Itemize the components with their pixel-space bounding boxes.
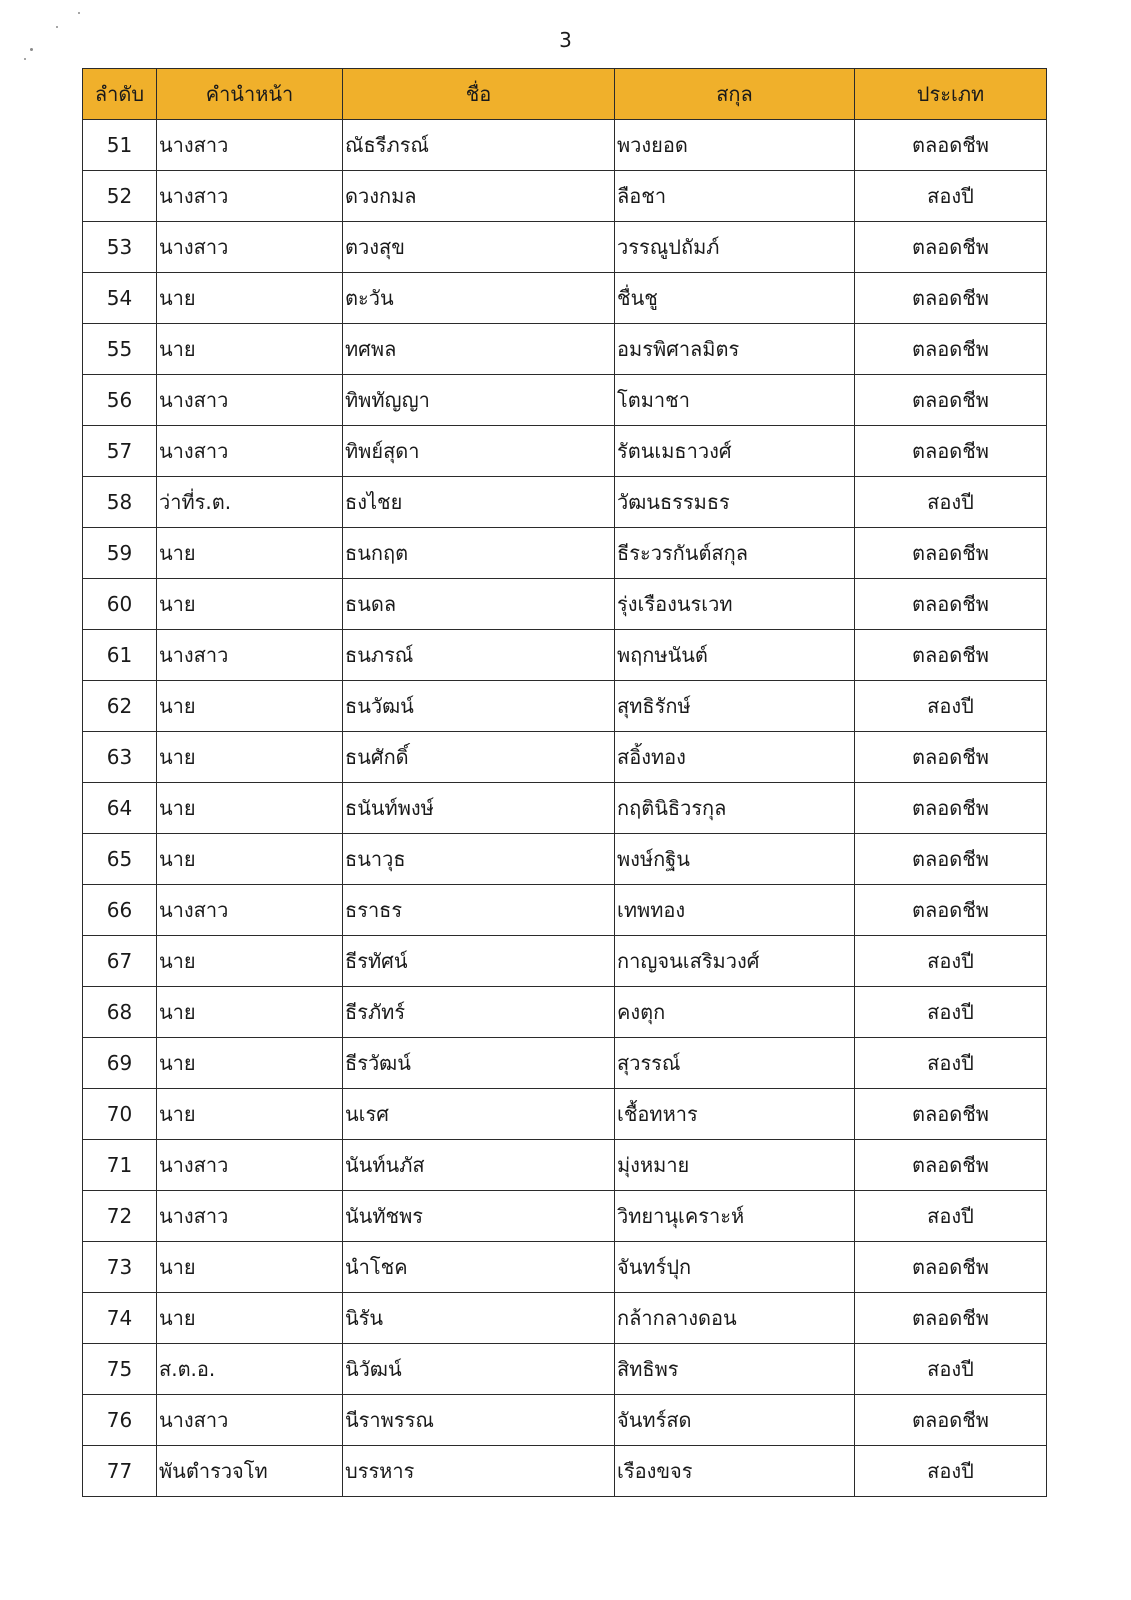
cell-title: นาย: [157, 936, 343, 987]
table-row: [83, 171, 1047, 222]
cell-first-name: นิวัฒน์: [343, 1344, 615, 1395]
cell-last-name: รุ่งเรืองนรเวท: [615, 579, 855, 630]
cell-no: 60: [83, 579, 157, 630]
table-header: [83, 69, 1047, 120]
table-row: [83, 987, 1047, 1038]
table-row: [83, 1089, 1047, 1140]
cell-first-name: นิรัน: [343, 1293, 615, 1344]
cell-title: นางสาว: [157, 630, 343, 681]
cell-first-name: ธนกฤต: [343, 528, 615, 579]
cell-no: 55: [83, 324, 157, 375]
cell-last-name: วรรณูปถัมภ์: [615, 222, 855, 273]
cell-type: ตลอดชีพ: [855, 528, 1047, 579]
header-title: คำนำหน้า: [157, 69, 343, 120]
cell-first-name: นเรศ: [343, 1089, 615, 1140]
cell-first-name: ดวงกมล: [343, 171, 615, 222]
cell-first-name: ธราธร: [343, 885, 615, 936]
cell-type: ตลอดชีพ: [855, 834, 1047, 885]
cell-last-name: เรืองขจร: [615, 1446, 855, 1497]
cell-type: สองปี: [855, 987, 1047, 1038]
cell-title: นาย: [157, 1038, 343, 1089]
table-row: [83, 936, 1047, 987]
cell-type: ตลอดชีพ: [855, 1242, 1047, 1293]
table-row: [83, 783, 1047, 834]
cell-no: 51: [83, 120, 157, 171]
table-row: [83, 1191, 1047, 1242]
table-row: [83, 477, 1047, 528]
cell-first-name: ธนวัฒน์: [343, 681, 615, 732]
cell-no: 65: [83, 834, 157, 885]
cell-type: ตลอดชีพ: [855, 426, 1047, 477]
table-row: [83, 1446, 1047, 1497]
cell-type: สองปี: [855, 681, 1047, 732]
cell-first-name: นันท์นภัส: [343, 1140, 615, 1191]
cell-first-name: ธนาวุธ: [343, 834, 615, 885]
cell-no: 70: [83, 1089, 157, 1140]
cell-no: 68: [83, 987, 157, 1038]
cell-last-name: อมรพิศาลมิตร: [615, 324, 855, 375]
cell-title: นาย: [157, 732, 343, 783]
cell-type: สองปี: [855, 1038, 1047, 1089]
table-row: [83, 120, 1047, 171]
cell-last-name: วิทยานุเคราะห์: [615, 1191, 855, 1242]
cell-first-name: บรรหาร: [343, 1446, 615, 1497]
cell-type: ตลอดชีพ: [855, 222, 1047, 273]
cell-last-name: พวงยอด: [615, 120, 855, 171]
table-row: [83, 528, 1047, 579]
cell-title: พันตำรวจโท: [157, 1446, 343, 1497]
cell-type: สองปี: [855, 1446, 1047, 1497]
cell-no: 76: [83, 1395, 157, 1446]
cell-title: นาย: [157, 528, 343, 579]
table-row: [83, 1395, 1047, 1446]
cell-title: นาย: [157, 834, 343, 885]
cell-last-name: ธีระวรกันต์สกุล: [615, 528, 855, 579]
cell-title: นางสาว: [157, 1140, 343, 1191]
cell-no: 63: [83, 732, 157, 783]
cell-no: 71: [83, 1140, 157, 1191]
cell-first-name: ทิพทัญญา: [343, 375, 615, 426]
cell-last-name: กาญจนเสริมวงศ์: [615, 936, 855, 987]
cell-first-name: ตวงสุข: [343, 222, 615, 273]
cell-type: ตลอดชีพ: [855, 1089, 1047, 1140]
cell-last-name: ลือชา: [615, 171, 855, 222]
table-row: [83, 273, 1047, 324]
cell-no: 77: [83, 1446, 157, 1497]
cell-first-name: ทศพล: [343, 324, 615, 375]
table-row: [83, 732, 1047, 783]
cell-first-name: ทิพย์สุดา: [343, 426, 615, 477]
cell-first-name: ธนดล: [343, 579, 615, 630]
cell-type: ตลอดชีพ: [855, 1395, 1047, 1446]
cell-type: ตลอดชีพ: [855, 1140, 1047, 1191]
header-first-name: ชื่อ: [343, 69, 615, 120]
cell-title: นาย: [157, 1089, 343, 1140]
cell-type: ตลอดชีพ: [855, 885, 1047, 936]
cell-title: นาย: [157, 1242, 343, 1293]
table-row: [83, 222, 1047, 273]
member-table: [82, 68, 1047, 1497]
cell-last-name: ชื่นชู: [615, 273, 855, 324]
cell-title: นาย: [157, 324, 343, 375]
cell-first-name: ณัธรีภรณ์: [343, 120, 615, 171]
cell-type: ตลอดชีพ: [855, 273, 1047, 324]
table-row: [83, 1038, 1047, 1089]
table-row: [83, 681, 1047, 732]
table-row: [83, 885, 1047, 936]
cell-last-name: สุวรรณ์: [615, 1038, 855, 1089]
cell-title: นาย: [157, 579, 343, 630]
table-row: [83, 834, 1047, 885]
cell-no: 58: [83, 477, 157, 528]
cell-title: ว่าที่ร.ต.: [157, 477, 343, 528]
cell-no: 57: [83, 426, 157, 477]
cell-first-name: ธีรวัฒน์: [343, 1038, 615, 1089]
cell-title: นาย: [157, 1293, 343, 1344]
scan-speck: [24, 58, 26, 60]
cell-last-name: วัฒนธรรมธร: [615, 477, 855, 528]
cell-no: 73: [83, 1242, 157, 1293]
cell-first-name: ธนันท์พงษ์: [343, 783, 615, 834]
cell-title: นางสาว: [157, 1395, 343, 1446]
cell-last-name: มุ่งหมาย: [615, 1140, 855, 1191]
cell-no: 69: [83, 1038, 157, 1089]
table-row: [83, 375, 1047, 426]
table-row: [83, 1344, 1047, 1395]
cell-no: 62: [83, 681, 157, 732]
header-last-name: สกุล: [615, 69, 855, 120]
cell-first-name: ธีรทัศน์: [343, 936, 615, 987]
cell-first-name: นันทัชพร: [343, 1191, 615, 1242]
cell-title: นางสาว: [157, 120, 343, 171]
cell-type: สองปี: [855, 171, 1047, 222]
table-row: [83, 324, 1047, 375]
cell-first-name: ตะวัน: [343, 273, 615, 324]
cell-last-name: พฤกษนันต์: [615, 630, 855, 681]
cell-last-name: คงตุก: [615, 987, 855, 1038]
header-no: ลำดับ: [83, 69, 157, 120]
cell-type: ตลอดชีพ: [855, 732, 1047, 783]
cell-type: สองปี: [855, 1191, 1047, 1242]
cell-last-name: เทพทอง: [615, 885, 855, 936]
cell-no: 64: [83, 783, 157, 834]
cell-first-name: นำโชค: [343, 1242, 615, 1293]
cell-title: นางสาว: [157, 426, 343, 477]
table-row: [83, 1242, 1047, 1293]
cell-no: 54: [83, 273, 157, 324]
table-row: [83, 1293, 1047, 1344]
cell-title: นาย: [157, 681, 343, 732]
cell-last-name: กล้ากลางดอน: [615, 1293, 855, 1344]
cell-title: นางสาว: [157, 885, 343, 936]
cell-last-name: จันทร์ปุก: [615, 1242, 855, 1293]
cell-type: สองปี: [855, 477, 1047, 528]
cell-type: ตลอดชีพ: [855, 630, 1047, 681]
cell-no: 61: [83, 630, 157, 681]
cell-title: นางสาว: [157, 222, 343, 273]
cell-type: ตลอดชีพ: [855, 783, 1047, 834]
cell-no: 56: [83, 375, 157, 426]
cell-title: นางสาว: [157, 375, 343, 426]
header-row: [83, 69, 1047, 120]
cell-last-name: โตมาชา: [615, 375, 855, 426]
cell-no: 66: [83, 885, 157, 936]
page-number: 3: [559, 28, 572, 52]
cell-type: สองปี: [855, 1344, 1047, 1395]
cell-last-name: รัตนเมธาวงศ์: [615, 426, 855, 477]
cell-first-name: ธนศักดิ์: [343, 732, 615, 783]
cell-last-name: สอิ้งทอง: [615, 732, 855, 783]
table-row: [83, 1140, 1047, 1191]
cell-last-name: เชื้อทหาร: [615, 1089, 855, 1140]
cell-title: นาย: [157, 783, 343, 834]
cell-first-name: นีราพรรณ: [343, 1395, 615, 1446]
cell-last-name: สุทธิรักษ์: [615, 681, 855, 732]
cell-type: ตลอดชีพ: [855, 375, 1047, 426]
cell-no: 74: [83, 1293, 157, 1344]
cell-last-name: สิทธิพร: [615, 1344, 855, 1395]
cell-type: สองปี: [855, 936, 1047, 987]
cell-no: 67: [83, 936, 157, 987]
cell-no: 52: [83, 171, 157, 222]
cell-no: 59: [83, 528, 157, 579]
cell-type: ตลอดชีพ: [855, 324, 1047, 375]
cell-last-name: กฤตินิธิวรกุล: [615, 783, 855, 834]
table-row: [83, 579, 1047, 630]
cell-type: ตลอดชีพ: [855, 579, 1047, 630]
cell-title: นาย: [157, 273, 343, 324]
cell-last-name: พงษ์กฐิน: [615, 834, 855, 885]
cell-title: นางสาว: [157, 1191, 343, 1242]
table-row: [83, 630, 1047, 681]
cell-first-name: ธีรภัทร์: [343, 987, 615, 1038]
cell-last-name: จันทร์สด: [615, 1395, 855, 1446]
cell-no: 75: [83, 1344, 157, 1395]
cell-no: 53: [83, 222, 157, 273]
scan-speck: [78, 12, 80, 14]
cell-no: 72: [83, 1191, 157, 1242]
cell-title: นางสาว: [157, 171, 343, 222]
cell-type: ตลอดชีพ: [855, 1293, 1047, 1344]
cell-title: ส.ต.อ.: [157, 1344, 343, 1395]
table-body: [83, 120, 1047, 1497]
cell-first-name: ธนภรณ์: [343, 630, 615, 681]
cell-first-name: ธงไชย: [343, 477, 615, 528]
header-type: ประเภท: [855, 69, 1047, 120]
cell-type: ตลอดชีพ: [855, 120, 1047, 171]
table-row: [83, 426, 1047, 477]
cell-title: นาย: [157, 987, 343, 1038]
